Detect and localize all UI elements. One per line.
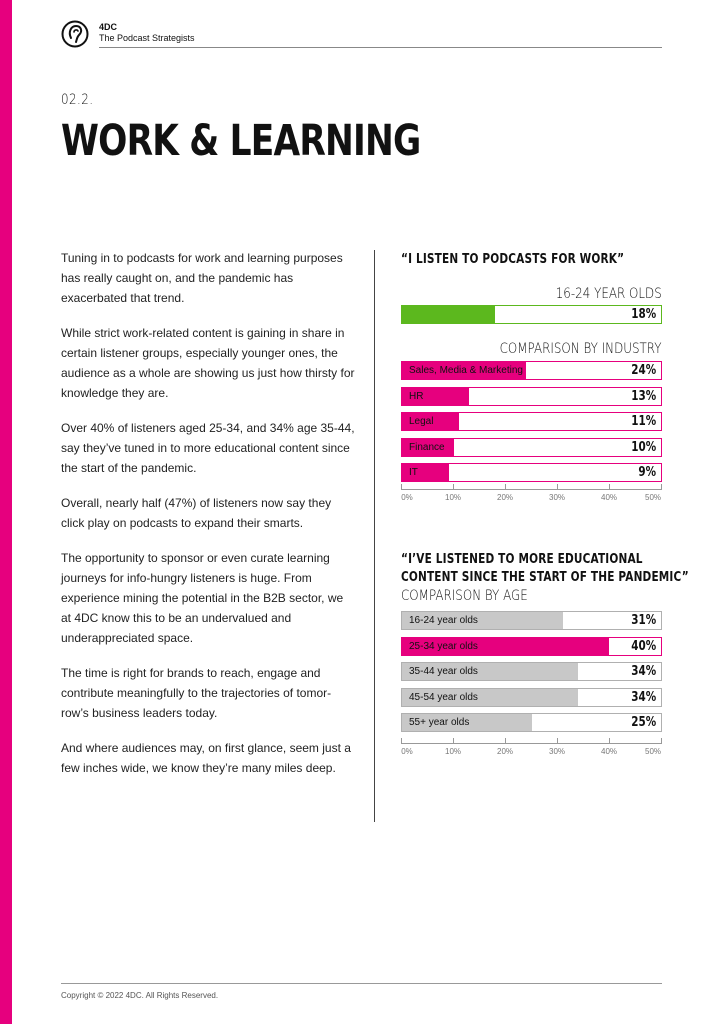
bar-row [401, 305, 662, 324]
bar-row [401, 387, 662, 406]
chart-subtitle-age-comparison: COMPARISON BY AGE [401, 588, 528, 604]
x-axis-tick-label: 50% [644, 747, 662, 756]
x-axis-tick-label: 30% [548, 747, 566, 756]
chart-title-educational-2: CONTENT SINCE THE START OF THE PANDEMIC” [401, 569, 689, 585]
bar-row [401, 637, 662, 656]
bar-row [401, 438, 662, 457]
bar-category-label: 45-54 year olds [409, 691, 478, 703]
bar-value-label: 24% [631, 363, 656, 378]
bar-row [401, 688, 662, 707]
x-axis-tick-label: 20% [496, 747, 514, 756]
x-axis-line [401, 743, 662, 744]
x-axis-tick-label: 10% [444, 493, 462, 502]
bar-category-label: HR [409, 390, 424, 402]
x-axis-tick [505, 738, 506, 744]
bar-value-label: 11% [631, 414, 656, 429]
body-text [61, 248, 356, 793]
bar-value-label: 25% [631, 715, 656, 730]
paragraph: Over 40% of listeners aged 25-34, and 34% age 35-44, say they’ve tuned in to more educational content since the start of the pandemic. [61, 421, 355, 475]
x-axis-tick-label: 0% [401, 747, 413, 756]
bar-value-label: 10% [631, 439, 656, 455]
bar-value-label: 13% [631, 388, 656, 404]
brand-tagline: The Podcast Strategists [99, 33, 195, 43]
paragraph: The opportunity to sponsor or even curate learning journeys for info-hungry listeners is huge. From experience mining the potential in the B2B sector, we at 4DC know this to be an undervalued and underappreciated space. [61, 551, 344, 645]
bar-row [401, 412, 662, 431]
x-axis-tick [557, 738, 558, 744]
bar-row [401, 662, 662, 681]
x-axis-tick [401, 484, 402, 490]
chart-subtitle-age: 16-24 YEAR OLDS [555, 286, 662, 302]
bar-value-label: 9% [638, 465, 656, 480]
page-title: WORK & LEARNING [61, 116, 421, 166]
bar-category-label: 55+ year olds [409, 717, 470, 728]
bar-row [401, 713, 662, 732]
chart-subtitle-industry: COMPARISON BY INDUSTRY [500, 341, 662, 357]
footer-divider [61, 983, 662, 984]
bar [402, 306, 495, 323]
bar-value-label: 34% [631, 689, 656, 705]
x-axis-tick [609, 738, 610, 744]
paragraph: And where audiences may, on first glance, seem just a few inches wide, we know they’re many miles deep. [61, 741, 351, 775]
bar-category-label: Sales, Media & Marketing [409, 365, 523, 376]
bar-value-label: 18% [631, 307, 656, 322]
paragraph: Tuning in to podcasts for work and learning purposes has really caught on, and the pandemic has exacerbated that trend. [61, 251, 343, 305]
x-axis [401, 738, 662, 760]
x-axis-tick-label: 40% [600, 493, 618, 502]
x-axis-tick [661, 738, 662, 744]
bar-value-label: 40% [631, 638, 656, 654]
x-axis-tick-label: 50% [644, 493, 662, 502]
chart-title-educational-1: “I’VE LISTENED TO MORE EDUCATIONAL [401, 551, 643, 567]
bar-category-label: IT [409, 467, 418, 478]
brand-name: 4DC [99, 22, 118, 32]
bar-value-label: 34% [631, 664, 656, 679]
section-number: 02.2. [61, 92, 94, 108]
x-axis-tick-label: 40% [600, 747, 618, 756]
x-axis-tick [661, 484, 662, 490]
x-axis-tick-label: 10% [444, 747, 462, 756]
x-axis-tick-label: 20% [496, 493, 514, 502]
bar-row [401, 611, 662, 630]
chart-title-work: “I LISTEN TO PODCASTS FOR WORK” [401, 251, 625, 267]
x-axis-tick-label: 30% [548, 493, 566, 502]
column-divider [374, 250, 375, 822]
paragraph: While strict work-related content is gaining in share in certain listener groups, especially younger ones, the audience as a whole are showing us just how thirsty for knowledge they are. [61, 326, 355, 400]
bar-row [401, 361, 662, 380]
bar-category-label: 25-34 year olds [409, 640, 478, 652]
bar-category-label: Legal [409, 416, 434, 427]
x-axis-tick [453, 484, 454, 490]
x-axis [401, 484, 662, 506]
x-axis-tick [557, 484, 558, 490]
x-axis-tick [609, 484, 610, 490]
x-axis-tick [401, 738, 402, 744]
paragraph: The time is right for brands to reach, engage and contribute meaningfully to the trajectories of tomor-row’s business leaders today. [61, 666, 332, 720]
accent-bar [0, 0, 12, 1024]
x-axis-tick-label: 0% [401, 493, 413, 502]
copyright: Copyright © 2022 4DC. All Rights Reserved. [61, 991, 219, 1000]
bar-category-label: 16-24 year olds [409, 615, 478, 626]
paragraph: Overall, nearly half (47%) of listeners now say they click play on podcasts to expand their smarts. [61, 496, 332, 530]
bar-category-label: Finance [409, 441, 445, 453]
bar-row [401, 463, 662, 482]
x-axis-tick [505, 484, 506, 490]
x-axis-tick [453, 738, 454, 744]
bar-value-label: 31% [631, 613, 656, 628]
bar-category-label: 35-44 year olds [409, 666, 478, 677]
ear-icon [61, 20, 89, 48]
header-divider [99, 47, 662, 48]
x-axis-line [401, 489, 662, 490]
